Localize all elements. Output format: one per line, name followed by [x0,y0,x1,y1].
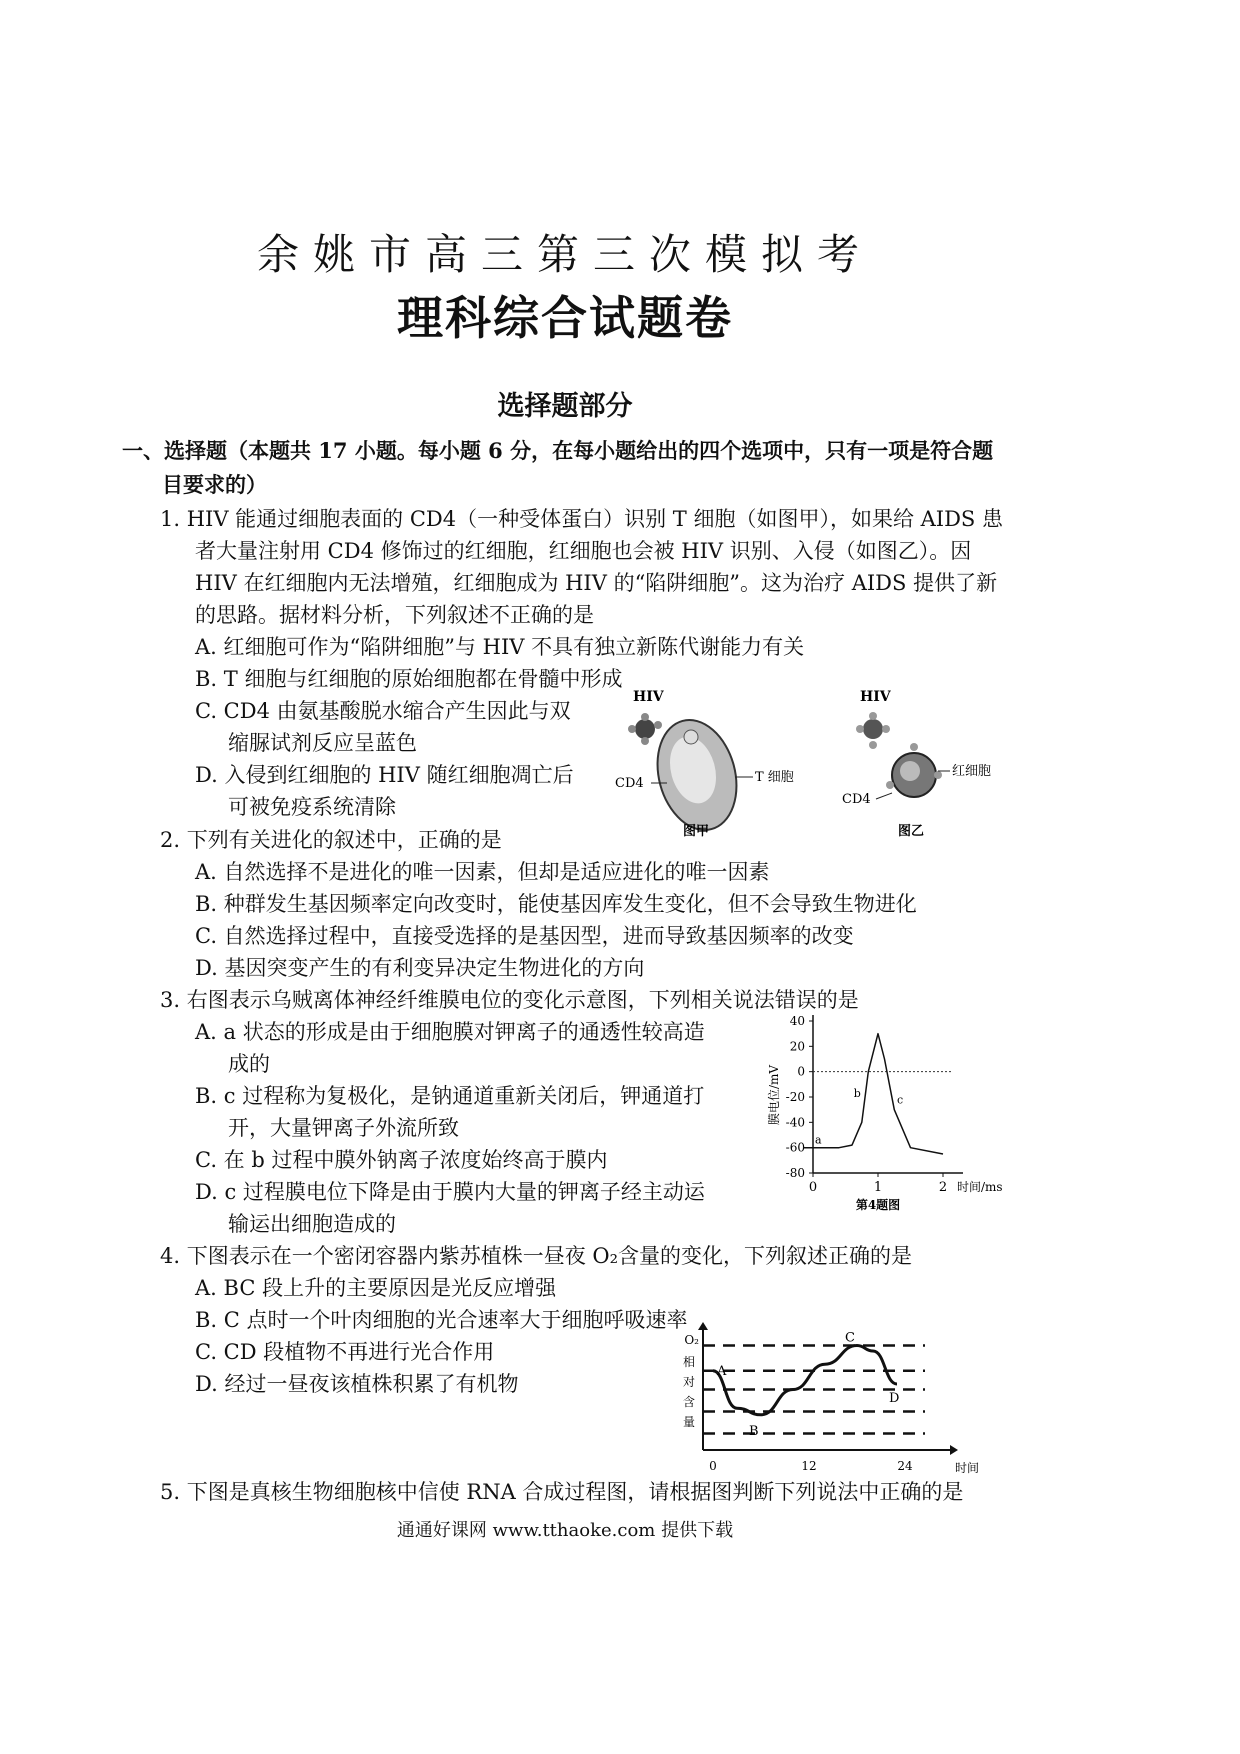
q1-stem-line3: HIV 在红细胞内无法增殖，红细胞成为 HIV 的“陷阱细胞”。这为治疗 AIDS 提供了新 [195,571,998,595]
q4-option-c: C. CD 段植物不再进行光合作用 [195,1340,495,1364]
q3-option-a-line2: 成的 [228,1052,270,1076]
y-tick-label: -60 [785,1140,805,1155]
y-axis-label-char: 量 [682,1415,695,1429]
figure-red-cell [838,685,1028,840]
potential-curve [803,1034,943,1154]
q3-option-d-line2: 输运出细胞造成的 [228,1212,396,1236]
o2-curve [713,1346,900,1415]
y-tick-label: -40 [785,1115,805,1130]
exam-subtitle: 理科综合试题卷 [397,291,733,345]
t-cell-label: T 细胞 [755,770,794,785]
hiv-label: HIV [633,689,664,705]
q3-stem: 3. 右图表示乌贼离体神经纤维膜电位的变化示意图，下列相关说法错误的是 [160,988,859,1012]
y-tick-label: 20 [789,1039,805,1054]
q2-option-b: B. 种群发生基因频率定向改变时，能使基因库发生变化，但不会导致生物进化 [195,892,917,916]
q4-option-b: B. C 点时一个叶肉细胞的光合速率大于细胞呼吸速率 [195,1308,688,1332]
x-tick-label: 0 [709,1459,717,1473]
x-axis-label: 时间/ms [957,1180,1003,1194]
q1-option-c-line2: 缩脲试剂反应呈蓝色 [228,731,417,755]
point-b-label: b [853,1087,861,1100]
q1-stem-line4: 的思路。据材料分析，下列叙述不正确的是 [195,603,594,627]
y-tick-label: -80 [785,1166,805,1180]
y-axis-label-char: 含 [682,1395,695,1409]
section-title: 选择题部分 [497,391,633,422]
red-cell-label: 红细胞 [952,764,992,779]
q2-stem: 2. 下列有关进化的叙述中，正确的是 [160,828,502,852]
q4-option-d: D. 经过一昼夜该植株积累了有机物 [195,1372,519,1396]
t-cell-icon [646,711,748,839]
q3-option-d-line1: D. c 过程膜电位下降是由于膜内大量的钾离子经主动运 [195,1180,705,1204]
q4-option-a: A. BC 段上升的主要原因是光反应增强 [195,1276,557,1300]
q3-option-a-line1: A. a 状态的形成是由于细胞膜对钾离子的通透性较高造 [195,1020,705,1044]
y-tick-label: -20 [785,1090,805,1104]
hiv-virus-icon [856,712,890,749]
y-tick-label: 0 [797,1064,805,1079]
exam-title: 余姚市高三第三次模拟考 [256,230,873,279]
y-axis-label-char: 对 [682,1375,695,1389]
y-axis-label-char: 相 [682,1355,695,1369]
point-b-label: B [749,1423,759,1439]
o2-content-chart [675,1320,1005,1480]
footer-source: 通通好课网 www.tthaoke.com 提供下载 [396,1520,734,1541]
q3-option-b-line2: 开，大量钾离子外流所致 [228,1116,459,1140]
point-c-label: C [845,1330,855,1346]
hiv-label: HIV [860,689,891,705]
point-c-label: c [897,1093,904,1107]
q1-option-a: A. 红细胞可作为“陷阱细胞”与 HIV 不具有独立新陈代谢能力有关 [195,635,805,659]
q3-option-c: C. 在 b 过程中膜外钠离子浓度始终高于膜内 [195,1148,608,1172]
q1-option-d-line1: D. 入侵到红细胞的 HIV 随红细胞凋亡后 [195,763,574,787]
red-blood-cell-icon [886,743,942,797]
figure-a-caption: 图甲 [683,824,710,839]
hiv-virus-icon [628,713,662,745]
q1-stem-line2: 者大量注射用 CD4 修饰过的红细胞，红细胞也会被 HIV 识别、入侵（如图乙）。因 [195,539,972,563]
membrane-potential-chart [728,1005,1028,1215]
x-tick-label: 12 [801,1459,817,1473]
cd4-label: CD4 [615,776,644,791]
q1-option-b: B. T 细胞与红细胞的原始细胞都在骨髓中形成 [195,667,623,691]
y-tick-label: 40 [789,1014,805,1028]
y-axis-label: O₂ [684,1333,699,1347]
figure-t-cell [615,685,815,840]
q5-stem: 5. 下图是真核生物细胞核中信使 RNA 合成过程图，请根据图判断下列说法中正确的是 [160,1480,964,1504]
x-tick-label: 24 [897,1459,913,1473]
x-axis-label: 时间 [955,1461,980,1475]
x-tick-label: 2 [938,1180,948,1195]
q2-option-a: A. 自然选择不是进化的唯一因素，但却是适应进化的唯一因素 [195,860,770,884]
q4-stem: 4. 下图表示在一个密闭容器内紫苏植株一昼夜 O₂含量的变化，下列叙述正确的是 [160,1244,913,1268]
figure-b-caption: 图乙 [898,824,925,839]
q2-option-c: C. 自然选择过程中，直接受选择的是基因型，进而导致基因频率的改变 [195,924,854,948]
y-axis-arrow-icon [698,1322,708,1330]
x-tick-label: 1 [873,1180,883,1195]
cd4-label: CD4 [842,792,871,807]
chart-title: 第4题图 [855,1198,901,1212]
q1-option-d-line2: 可被免疫系统清除 [228,795,396,819]
point-d-label: D [889,1391,900,1406]
instructions-line2: 目要求的） [162,472,267,497]
q3-option-b-line1: B. c 过程称为复极化，是钠通道重新关闭后，钾通道打 [195,1084,705,1108]
point-a-label: A [717,1363,727,1379]
q1-stem-line1: 1. HIV 能通过细胞表面的 CD4（一种受体蛋白）识别 T 细胞（如图甲），如果给 AIDS 患 [160,507,1003,531]
y-axis-label: 膜电位/mV [767,1064,781,1126]
q2-option-d: D. 基因突变产生的有利变异决定生物进化的方向 [195,956,645,980]
point-a-label: a [815,1133,822,1147]
section-instructions [122,434,1022,502]
x-tick-label: 0 [808,1180,818,1195]
instructions-line1: 一、选择题（本题共 17 小题。每小题 6 分，在每小题给出的四个选项中，只有一项是符合题 [122,438,994,463]
x-axis-arrow-icon [950,1445,958,1455]
q1-option-c-line1: C. CD4 由氨基酸脱水缩合产生因此与双 [195,699,571,723]
